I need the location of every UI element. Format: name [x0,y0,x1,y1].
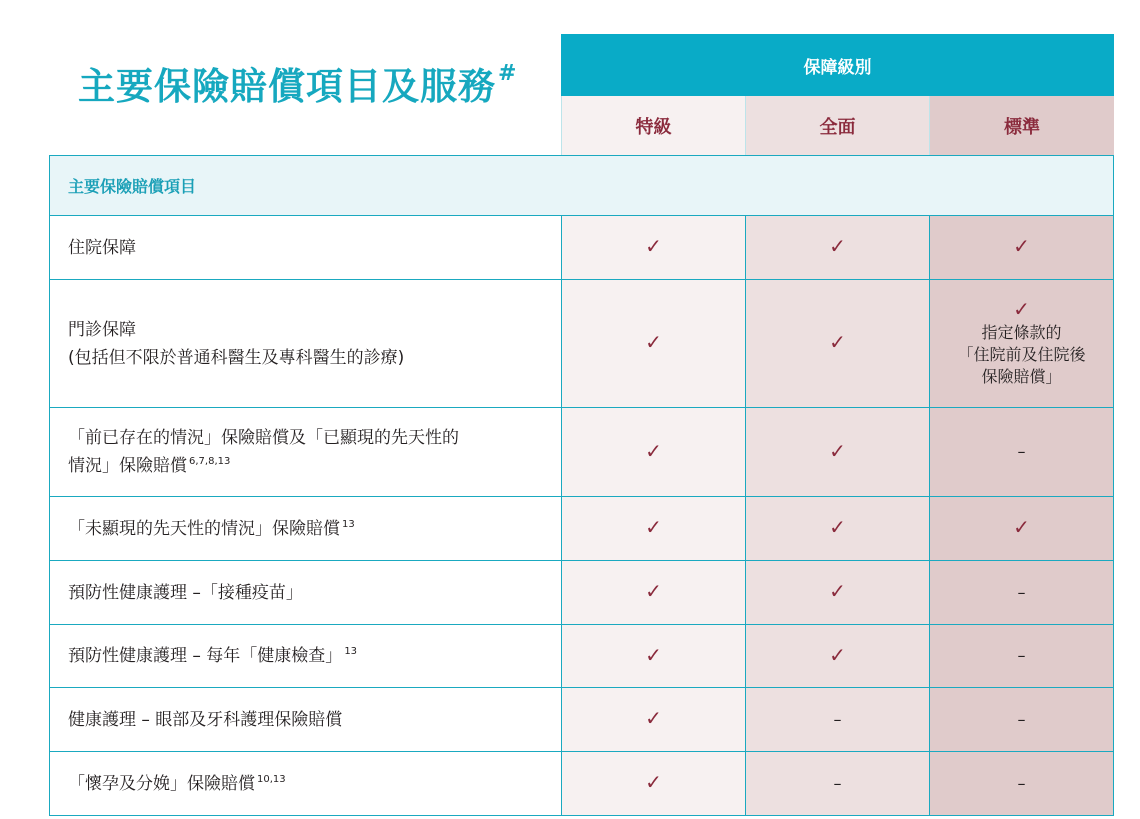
dash-icon: – [1017,442,1026,461]
check-icon: ✓ [829,330,846,354]
benefit-item [49,408,561,496]
tier-cell-2 [745,625,929,687]
benefit-item-line1: 門診保障 [68,319,136,340]
tier-header-standard: 標準 [929,96,1114,155]
tier-cell-3 [929,408,1114,496]
dash-icon: – [1017,709,1026,729]
benefit-item-line2: 情況」保險賠償 [68,456,187,476]
table-row [49,561,1114,625]
page-title [78,56,517,110]
check-icon: ✓ [1013,297,1030,321]
dash-icon: – [1017,582,1026,602]
benefit-item-line1: 「懷孕及分娩」保險賠償 [68,773,255,794]
dash-icon: – [1017,773,1026,793]
table-row [49,625,1114,688]
tier-cell-3 [929,561,1114,624]
tier-cell-3 [929,625,1114,687]
check-icon: ✓ [1013,515,1030,539]
tier-header-premium: 特級 [561,96,745,155]
check-icon: ✓ [829,438,846,463]
standard-tier-note: 「住院前及住院後 [957,345,1086,364]
section-row [49,155,1114,216]
table-row [49,752,1114,816]
dash-icon: – [1017,646,1026,665]
tier-cell-1 [561,280,745,407]
footnote-ref: 6,7,8,13 [189,456,231,468]
dash-icon: – [833,709,842,729]
tier-cell-1 [561,561,745,624]
benefit-item [49,216,561,279]
benefit-rows [49,216,1114,816]
tier-header-comprehensive: 全面 [745,96,929,155]
tier-cell-1 [561,625,745,687]
dash-icon: – [833,773,842,793]
tier-cell-3 [929,688,1114,751]
section-label: 主要保險賠償項目 [68,177,197,196]
benefit-item-line1: 「前已存在的情況」保險賠償及「已顯現的先天性的 [68,428,459,448]
check-icon: ✓ [645,706,662,730]
tier-cell-2 [745,561,929,624]
benefit-item-line1: 預防性健康護理 –「接種疫苗」 [68,582,303,603]
check-icon: ✓ [645,330,662,354]
table-row [49,688,1114,752]
benefit-item-line1: 預防性健康護理 – 每年「健康檢查」 [68,646,343,666]
standard-tier-note: 保險賠償」 [981,367,1062,386]
benefit-item-line1: 住院保障 [68,237,136,258]
check-icon: ✓ [829,515,846,539]
coverage-level-header: 保障級別 [561,34,1114,96]
benefit-item-line2: (包括但不限於普通科醫生及專科醫生的診療) [68,347,405,368]
standard-tier-note: 指定條款的 [981,323,1062,342]
table-row [49,408,1114,497]
title-text: 主要保險賠償項目及服務 [78,65,496,108]
check-icon: ✓ [829,642,846,667]
table-row [49,497,1114,561]
check-icon: ✓ [645,579,662,603]
tier-cell-2 [745,752,929,815]
tier-cell-3 [929,280,1114,407]
benefit-item-line1: 「未顯現的先天性的情況」保險賠償 [68,518,340,539]
tier-cell-2 [745,408,929,496]
benefit-item-line1: 健康護理 – 眼部及牙科護理保險賠償 [68,709,343,730]
tier-cell-1 [561,216,745,279]
table-row [49,280,1114,408]
benefit-item [49,625,561,687]
check-icon: ✓ [645,515,662,539]
tier-cell-1 [561,688,745,751]
tier-cell-3 [929,497,1114,560]
tier-cell-3 [929,752,1114,815]
footnote-ref: 13 [344,646,358,658]
check-icon: ✓ [645,642,662,667]
footnote-ref: 10,13 [257,773,286,785]
benefit-item [49,688,561,751]
check-icon: ✓ [829,234,846,258]
table-row [49,216,1114,280]
title-mark: # [498,60,518,86]
tier-cell-1 [561,497,745,560]
tier-cell-1 [561,752,745,815]
tier-cell-2 [745,280,929,407]
tier-cell-3 [929,216,1114,279]
benefits-table [49,155,1114,816]
benefit-item [49,497,561,560]
benefit-item [49,561,561,624]
check-icon: ✓ [1013,234,1030,258]
benefit-item [49,752,561,815]
tier-cell-1 [561,408,745,496]
check-icon: ✓ [645,438,662,463]
tier-cell-2 [745,688,929,751]
check-icon: ✓ [645,770,662,794]
check-icon: ✓ [829,579,846,603]
footnote-ref: 13 [342,518,355,530]
benefit-item [49,280,561,407]
tier-cell-2 [745,216,929,279]
tier-cell-2 [745,497,929,560]
check-icon: ✓ [645,234,662,258]
